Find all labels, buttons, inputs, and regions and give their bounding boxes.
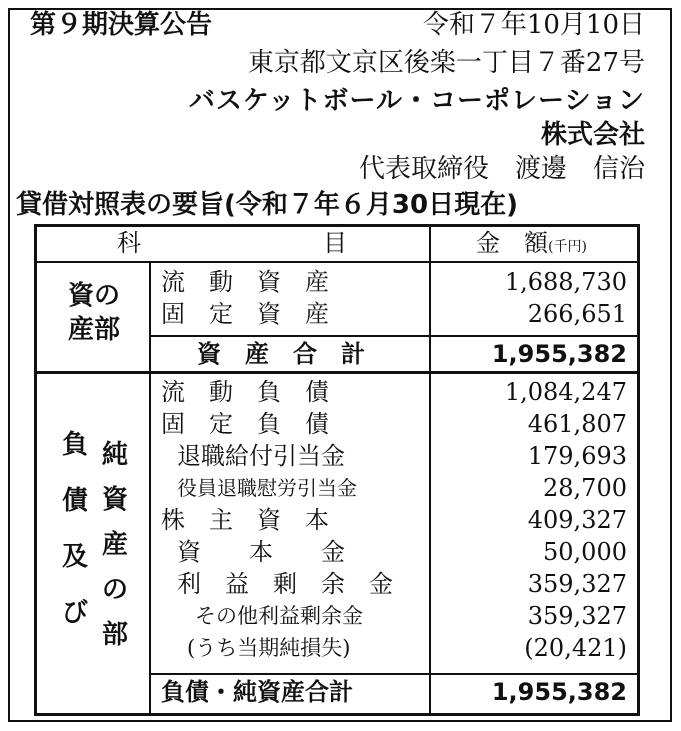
- liabilities-char: 債: [61, 486, 88, 516]
- liabilities-char: 部: [101, 620, 128, 650]
- asset-item-label: 流 動 資 産: [161, 268, 329, 296]
- liability-item-amount: 1,084,247: [504, 378, 627, 406]
- asset-item-amount: 266,651: [527, 300, 627, 328]
- amount-unit: (千円): [548, 239, 587, 255]
- liability-item-label: 流 動 負 債: [161, 378, 329, 406]
- amount-header: [429, 227, 634, 261]
- subject-header: [37, 227, 427, 261]
- liability-item-amount: 409,327: [527, 506, 627, 534]
- liability-item-label: (うち当期純損失): [187, 636, 351, 660]
- assets-total-label: 資 産 合 計: [197, 340, 365, 368]
- assets-label-line2: 産部: [67, 315, 120, 345]
- liabilities-total-label: 負債・純資産合計: [161, 678, 353, 706]
- section-label-divider: [149, 261, 151, 713]
- company-suffix: 株式会社: [540, 120, 645, 150]
- asset-item-amount: 1,688,730: [504, 268, 627, 296]
- assets-section-label: [51, 279, 137, 347]
- liability-item-label: 役員退職慰労引当金: [177, 476, 357, 500]
- asset-total-divider: [149, 335, 637, 337]
- liability-item-amount: 50,000: [543, 538, 627, 566]
- asset-item-label: 固 定 資 産: [161, 300, 329, 328]
- header-divider: [37, 261, 637, 263]
- liability-item-label: その他利益剰余金: [195, 604, 363, 628]
- liabilities-char: 及: [61, 542, 88, 572]
- liabilities-label-col1: [55, 417, 95, 641]
- liability-item-label: 退職給付引当金: [177, 442, 345, 470]
- representative: 代表取締役 渡邊 信治: [358, 154, 645, 184]
- liabilities-label-col2: [95, 433, 135, 658]
- liabilities-char: び: [61, 598, 88, 628]
- liabilities-char: 産: [101, 530, 128, 560]
- liability-item-amount: 359,327: [527, 570, 627, 598]
- liability-item-label: 利 益 剰 余 金: [177, 570, 393, 598]
- amount-column-divider: [429, 227, 431, 713]
- company-name: バスケットボール・コーポレーション: [188, 86, 645, 116]
- amount-header-label: 金 額: [476, 229, 549, 257]
- section-divider: [37, 371, 637, 374]
- liability-item-amount: 179,693: [527, 442, 627, 470]
- liability-item-amount: (20,421): [524, 634, 627, 662]
- liabilities-char: 負: [61, 430, 88, 460]
- assets-label-line1: 資の: [67, 281, 120, 311]
- liabilities-char: の: [101, 575, 128, 605]
- notice-title: 第９期決算公告: [30, 10, 213, 40]
- liability-item-label: 固 定 負 債: [161, 410, 329, 438]
- subject-header-2: 目: [323, 229, 347, 257]
- assets-total-amount: 1,955,382: [491, 340, 627, 368]
- notice-date: 令和７年10月10日: [422, 10, 645, 40]
- liabilities-total-amount: 1,955,382: [491, 678, 627, 706]
- company-address: 東京都文京区後楽一丁目７番27号: [247, 48, 645, 78]
- liability-item-amount: 461,807: [527, 410, 627, 438]
- balance-sheet-table: [34, 224, 640, 716]
- liability-item-amount: 28,700: [543, 474, 627, 502]
- subject-header-1: 科: [117, 229, 141, 257]
- liability-item-amount: 359,327: [527, 602, 627, 630]
- liabilities-char: 純: [101, 440, 128, 470]
- liability-item-label: 資 本 金: [177, 538, 345, 566]
- liability-total-divider: [149, 673, 637, 675]
- liabilities-char: 資: [101, 485, 128, 515]
- liability-item-label: 株 主 資 本: [161, 506, 329, 534]
- statement-title: 貸借対照表の要旨(令和７年６月30日現在): [16, 190, 518, 220]
